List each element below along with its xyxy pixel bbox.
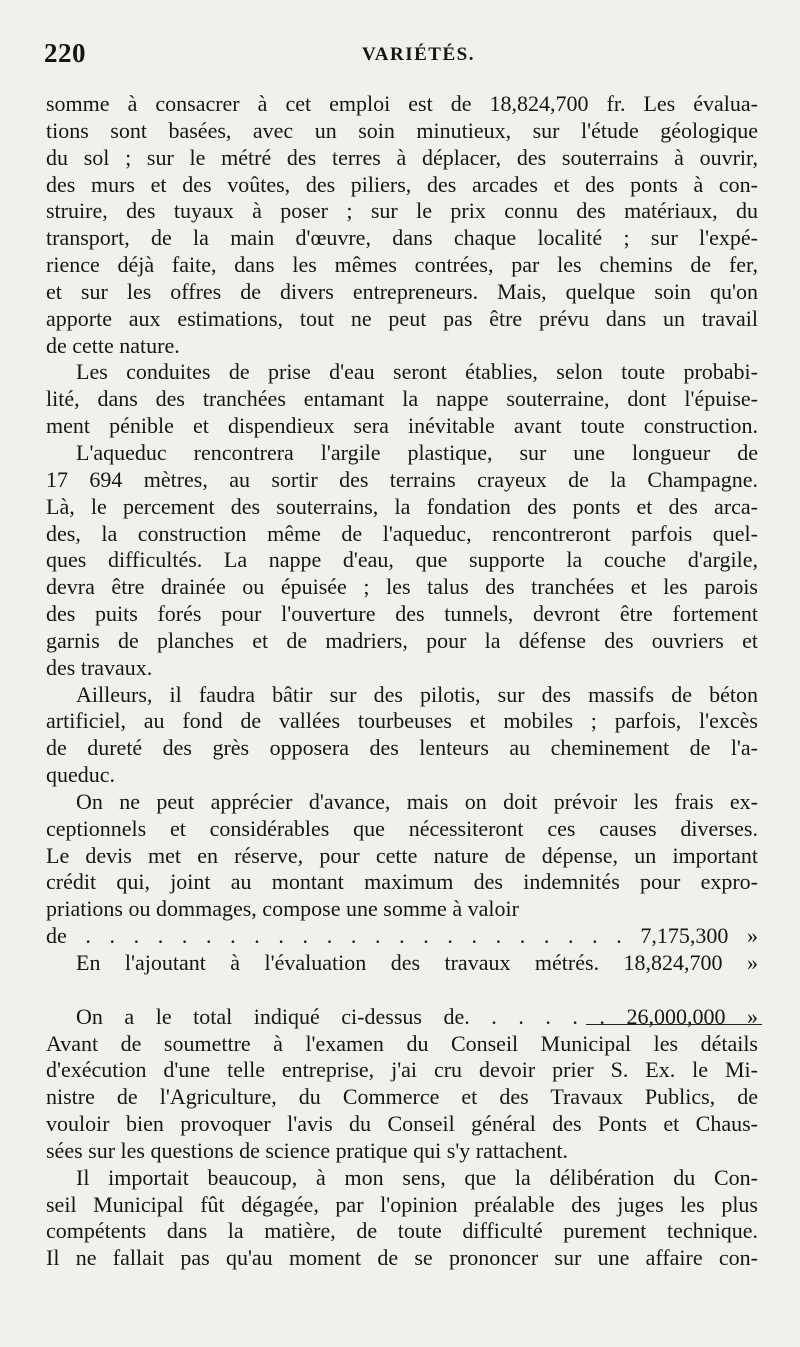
- text-line: Là, le percement des souterrains, la fondation des ponts et des arca-: [46, 493, 758, 519]
- text-line: tions sont basées, avec un soin minutieux, sur l'étude géologique: [46, 117, 758, 143]
- page-header: [44, 38, 760, 78]
- body-text: [46, 91, 758, 1272]
- text-line: d'exécution d'une telle entreprise, j'ai cru devoir prier S. Ex. le Mi-: [46, 1057, 758, 1083]
- text-line: de dureté des grès opposera des lenteurs au cheminement de l'a-: [46, 735, 758, 761]
- page-number: 220: [44, 38, 86, 68]
- text-line: Il ne fallait pas qu'au moment de se prononcer sur une affaire con-: [46, 1245, 758, 1271]
- text-line: Les conduites de prise d'eau seront établies, selon toute probabi-: [76, 359, 758, 385]
- text-line: devra être drainée ou épuisée ; les talus des tranchées et les parois: [46, 574, 758, 600]
- text-line: des travaux.: [46, 654, 153, 680]
- text-line: et sur les offres de divers entrepreneurs. Mais, quelque soin qu'on: [46, 278, 758, 304]
- text-line: ques difficultés. La nappe d'eau, que supporte la couche d'argile,: [46, 547, 758, 573]
- text-line: queduc.: [46, 762, 116, 788]
- text-line: ment pénible et dispendieux sera inévitable avant toute construction.: [46, 413, 758, 439]
- text-line: On a le total indiqué ci-dessus de. . . . . . 26,000,000 »: [76, 1003, 758, 1029]
- text-line: ceptionnels et considérables que nécessiteront ces causes diverses.: [46, 815, 758, 841]
- text-line: compétents dans la matière, de toute difficulté purement technique.: [46, 1218, 758, 1244]
- text-line: de . . . . . . . . . . . . . . . . . . . . . . . 7,175,300 »: [46, 923, 758, 949]
- text-line: struire, des tuyaux à poser ; sur le prix connu des matériaux, du: [46, 198, 758, 224]
- text-line: On ne peut apprécier d'avance, mais on doit prévoir les frais ex-: [76, 788, 758, 814]
- text-line: priations ou dommages, compose une somme à valoir: [46, 896, 519, 922]
- text-line: garnis de planches et de madriers, pour la défense des ouvriers et: [46, 627, 758, 653]
- text-line: du sol ; sur le métré des terres à déplacer, des souterrains à ouvrir,: [46, 144, 758, 170]
- sum-rule: [586, 1024, 762, 1025]
- text-line: Il importait beaucoup, à mon sens, que la délibération du Con-: [76, 1164, 758, 1190]
- text-line: lité, dans des tranchées entamant la nappe souterraine, dont l'épuise-: [46, 386, 758, 412]
- text-line: transport, de la main d'œuvre, dans chaque localité ; sur l'expé-: [46, 225, 758, 251]
- text-line: somme à consacrer à cet emploi est de 18,824,700 fr. Les évalua-: [46, 91, 758, 116]
- text-line: 17 694 mètres, au sortir des terrains crayeux de la Champagne.: [46, 466, 758, 492]
- text-line: Avant de soumettre à l'examen du Conseil Municipal les détails: [46, 1030, 758, 1056]
- text-line: apporte aux estimations, tout ne peut pas être prévu dans un travail: [46, 305, 758, 331]
- text-line: vouloir bien provoquer l'avis du Conseil général des Ponts et Chaus-: [46, 1111, 758, 1137]
- text-line: rience déjà faite, dans les mêmes contrées, par les chemins de fer,: [46, 252, 758, 278]
- text-line: Le devis met en réserve, pour cette nature de dépense, un important: [46, 842, 758, 868]
- text-line: des, la construction même de l'aqueduc, rencontreront parfois quel-: [46, 520, 758, 546]
- text-line: des murs et des voûtes, des piliers, des arcades et des ponts à con-: [46, 171, 758, 197]
- text-line: artificiel, au fond de vallées tourbeuses et mobiles ; parfois, l'excès: [46, 708, 758, 734]
- text-line: sées sur les questions de science pratique qui s'y rattachent.: [46, 1137, 569, 1163]
- text-line: crédit qui, joint au montant maximum des indemnités pour expro-: [46, 869, 758, 895]
- text-line: Ailleurs, il faudra bâtir sur des pilotis, sur des massifs de béton: [76, 681, 758, 707]
- text-line: de cette nature.: [46, 332, 180, 358]
- text-line: des puits forés pour l'ouverture des tunnels, devront être fortement: [46, 601, 758, 627]
- running-title: VARIÉTÉS.: [362, 44, 475, 65]
- text-line: nistre de l'Agriculture, du Commerce et des Travaux Publics, de: [46, 1084, 758, 1110]
- text-line: seil Municipal fût dégagée, par l'opinion préalable des juges les plus: [46, 1191, 758, 1217]
- text-line: L'aqueduc rencontrera l'argile plastique, sur une longueur de: [76, 439, 758, 465]
- text-line: [46, 977, 758, 1004]
- text-line: En l'ajoutant à l'évaluation des travaux métrés. 18,824,700 »: [76, 950, 758, 975]
